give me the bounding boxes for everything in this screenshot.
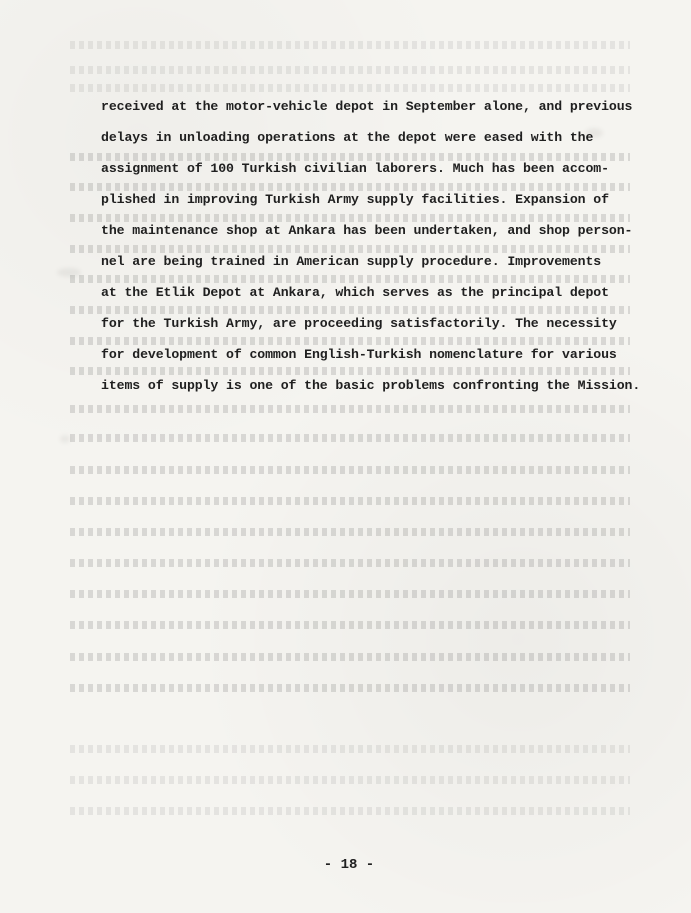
bleed-through-line [70, 653, 630, 661]
bleed-through-line [70, 497, 630, 505]
bleed-through-line [70, 66, 630, 74]
bleed-through-line [70, 621, 630, 629]
paragraph-line: items of supply is one of the basic problems confronting the Mission. [101, 378, 641, 393]
bleed-through-line [70, 684, 630, 692]
bleed-through-line [70, 434, 630, 442]
paragraph-line: received at the motor-vehicle depot in September alone, and previous [101, 99, 633, 114]
bleed-through-line [70, 559, 630, 567]
paragraph-line: for the Turkish Army, are proceeding satisfactorily. The necessity [101, 316, 617, 331]
bleed-through-line [70, 590, 630, 598]
page-number: - 18 - [323, 857, 375, 873]
bleed-through-line [70, 405, 630, 413]
bleed-through-line [70, 745, 630, 753]
paragraph-line: delays in unloading operations at the depot were eased with the [101, 130, 594, 145]
bleed-through-line [70, 466, 630, 474]
paragraph-line: assignment of 100 Turkish civilian laborers. Much has been accom- [101, 161, 609, 176]
paragraph-line: the maintenance shop at Ankara has been undertaken, and shop person- [101, 223, 633, 238]
paper-smudge [57, 268, 81, 277]
paper-smudge [60, 435, 70, 443]
bleed-through-line [70, 776, 630, 784]
paragraph-line: nel are being trained in American supply procedure. Improvements [101, 254, 602, 269]
bleed-through-line [70, 528, 630, 536]
bleed-through-line [70, 807, 630, 815]
paragraph-line: plished in improving Turkish Army supply facilities. Expansion of [101, 192, 609, 207]
typed-paragraph [101, 91, 641, 401]
paragraph-line: at the Etlik Depot at Ankara, which serves as the principal depot [101, 285, 609, 300]
paragraph-line: for development of common English-Turkish nomenclature for various [101, 347, 617, 362]
bleed-through-line [70, 41, 630, 49]
